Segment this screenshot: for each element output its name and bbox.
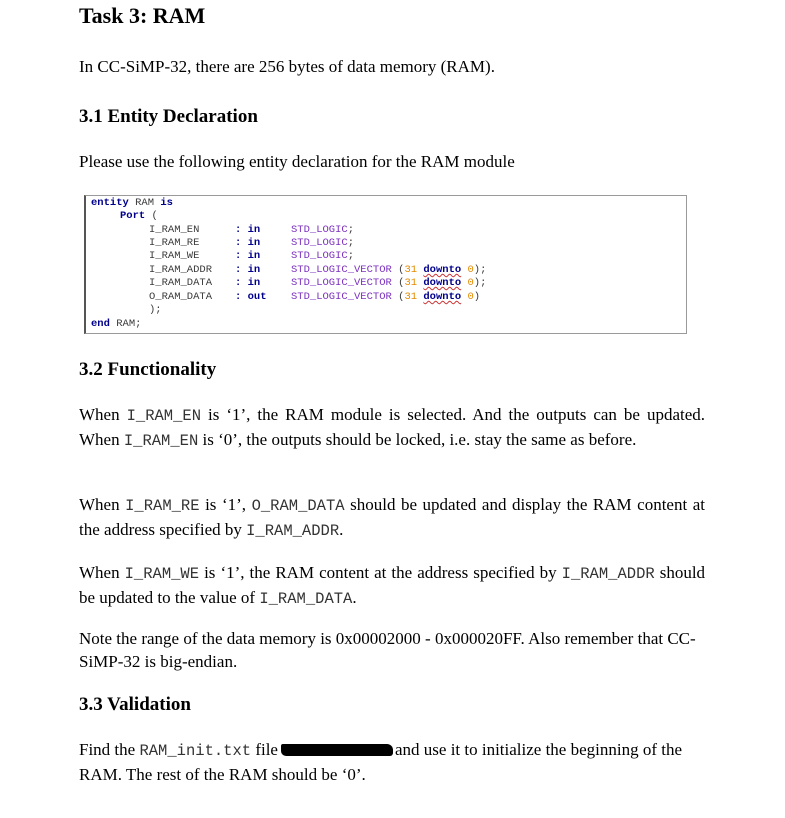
functionality-paragraph-1: When I_RAM_EN is ‘1’, the RAM module is selected. And the outputs can be updated. When I_RAM_EN is ‘0’, the outputs should be locked, i.e. stay the same as before.	[79, 405, 706, 450]
code-port-name: I_RAM_RE	[149, 237, 200, 249]
code-port-type: STD_LOGIC_VECTOR (31 downto 0);	[291, 277, 487, 289]
task-title: Task 3: RAM	[79, 3, 206, 28]
section-3-1-heading: 3.1 Entity Declaration	[79, 106, 258, 127]
code-port-type: STD_LOGIC_VECTOR (31 downto 0);	[291, 264, 487, 276]
code-port-dir: : out	[235, 291, 267, 303]
validation-paragraph: Find the RAM_init.txt file and use it to initialize the beginning of the RAM. The rest of the RAM should be ‘0’.	[79, 740, 683, 784]
code-port-name: I_RAM_EN	[149, 224, 200, 236]
code-port-dir: : in	[235, 277, 261, 289]
functionality-paragraph-2: When I_RAM_RE is ‘1’, O_RAM_DATA should be updated and display the RAM content at the address specified by I_RAM_ADDR.	[79, 495, 705, 540]
section-3-1-text: Please use the following entity declaration for the RAM module	[79, 152, 515, 171]
code-port-name: O_RAM_DATA	[149, 291, 213, 303]
section-3-3-heading: 3.3 Validation	[79, 694, 191, 715]
section-3-2-heading: 3.2 Functionality	[79, 359, 217, 380]
code-line-end: end RAM;	[91, 318, 142, 330]
memory-range-note: Note the range of the data memory is 0x00002000 - 0x000020FF. Also remember that CC-SiMP-32 is big-endian.	[79, 629, 696, 671]
code-port-dir: : in	[235, 250, 261, 262]
code-port-type: STD_LOGIC;	[291, 224, 355, 236]
code-line-port: Port (	[120, 210, 158, 222]
code-line-entity: entity RAM is	[91, 197, 173, 209]
intro-paragraph: In CC-SiMP-32, there are 256 bytes of data memory (RAM).	[79, 57, 495, 76]
code-port-name: I_RAM_ADDR	[149, 264, 213, 276]
code-port-dir: : in	[235, 224, 261, 236]
code-port-dir: : in	[235, 264, 261, 276]
code-port-name: I_RAM_WE	[149, 250, 200, 262]
functionality-paragraph-3: When I_RAM_WE is ‘1’, the RAM content at the address specified by I_RAM_ADDR should be updated to the value of I_RAM_DATA.	[79, 563, 706, 608]
code-line-close: );	[149, 304, 162, 316]
code-port-type: STD_LOGIC_VECTOR (31 downto 0)	[291, 291, 481, 303]
entity-code-block	[84, 195, 687, 334]
redaction-bar	[281, 744, 393, 756]
code-port-type: STD_LOGIC;	[291, 237, 355, 249]
code-port-dir: : in	[235, 237, 261, 249]
code-port-name: I_RAM_DATA	[149, 277, 213, 289]
code-port-type: STD_LOGIC;	[291, 250, 355, 262]
